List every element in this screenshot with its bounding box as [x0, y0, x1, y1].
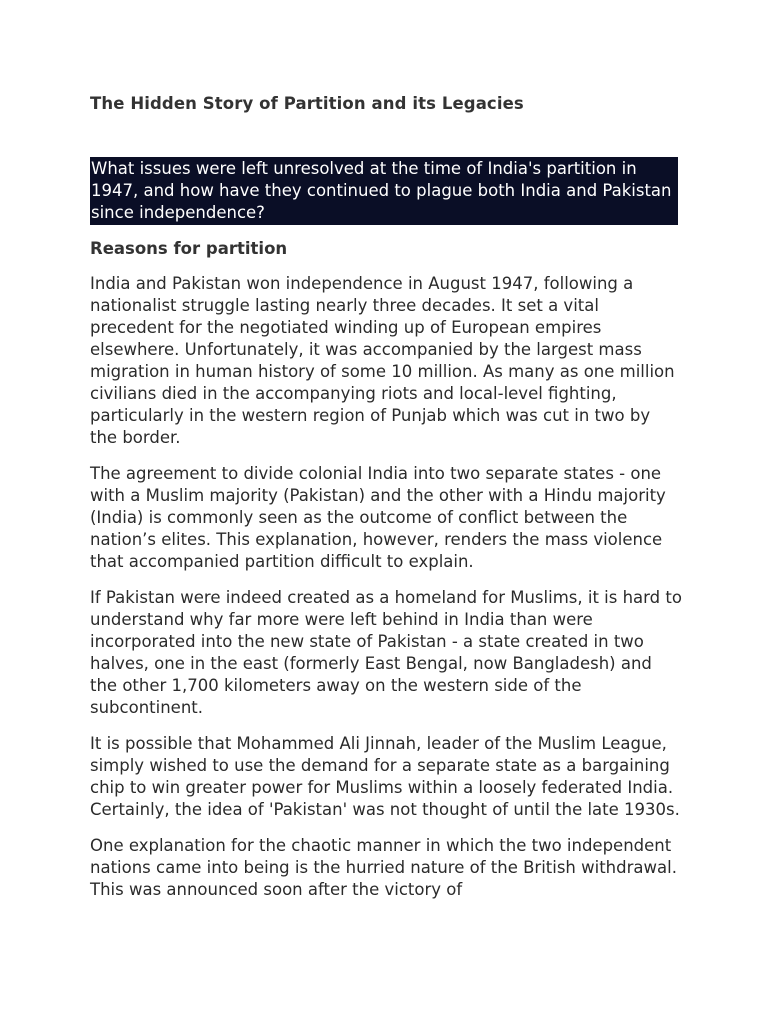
highlighted-question: What issues were left unresolved at the time of India's partition in 1947, and how have they continued to plague both India and Pakistan since independence? [90, 157, 678, 225]
body-paragraph: The agreement to divide colonial India into two separate states - one with a Muslim majority (Pakistan) and the other with a Hindu majority (India) is commonly seen as the outcome of conflict between the nation’s elites. This explanation, however, renders the mass violence that accompanied partition difficult to explain. [90, 464, 666, 571]
body-paragraph: India and Pakistan won independence in August 1947, following a nationalist struggle lasting nearly three decades. It set a vital precedent for the negotiated winding up of European empires elsewhere. Unfortunately, it was accompanied by the largest mass migration in human history of some 10 million. As many as one million civilians died in the accompanying riots and local-level fighting, particularly in the western region of Punjab which was cut in two by the border. [90, 274, 675, 447]
body-paragraph: One explanation for the chaotic manner in which the two independent nations came into being is the hurried nature of the British withdrawal. This was announced soon after the victory of [90, 836, 677, 899]
body-paragraph: If Pakistan were indeed created as a homeland for Muslims, it is hard to understand why far more were left behind in India than were incorporated into the new state of Pakistan - a state created in two halves, one in the east (formerly East Bengal, now Bangladesh) and the other 1,700 kilometers away on the western side of the subcontinent. [90, 588, 682, 717]
body-paragraph: It is possible that Mohammed Ali Jinnah, leader of the Muslim League, simply wished to use the demand for a separate state as a bargaining chip to win greater power for Muslims within a loosely federated India. Certainly, the idea of 'Pakistan' was not thought of until the late 1930s. [90, 734, 680, 819]
document-page [90, 92, 682, 915]
document-title: The Hidden Story of Partition and its Legacies [90, 94, 524, 113]
section-heading: Reasons for partition [90, 239, 288, 258]
